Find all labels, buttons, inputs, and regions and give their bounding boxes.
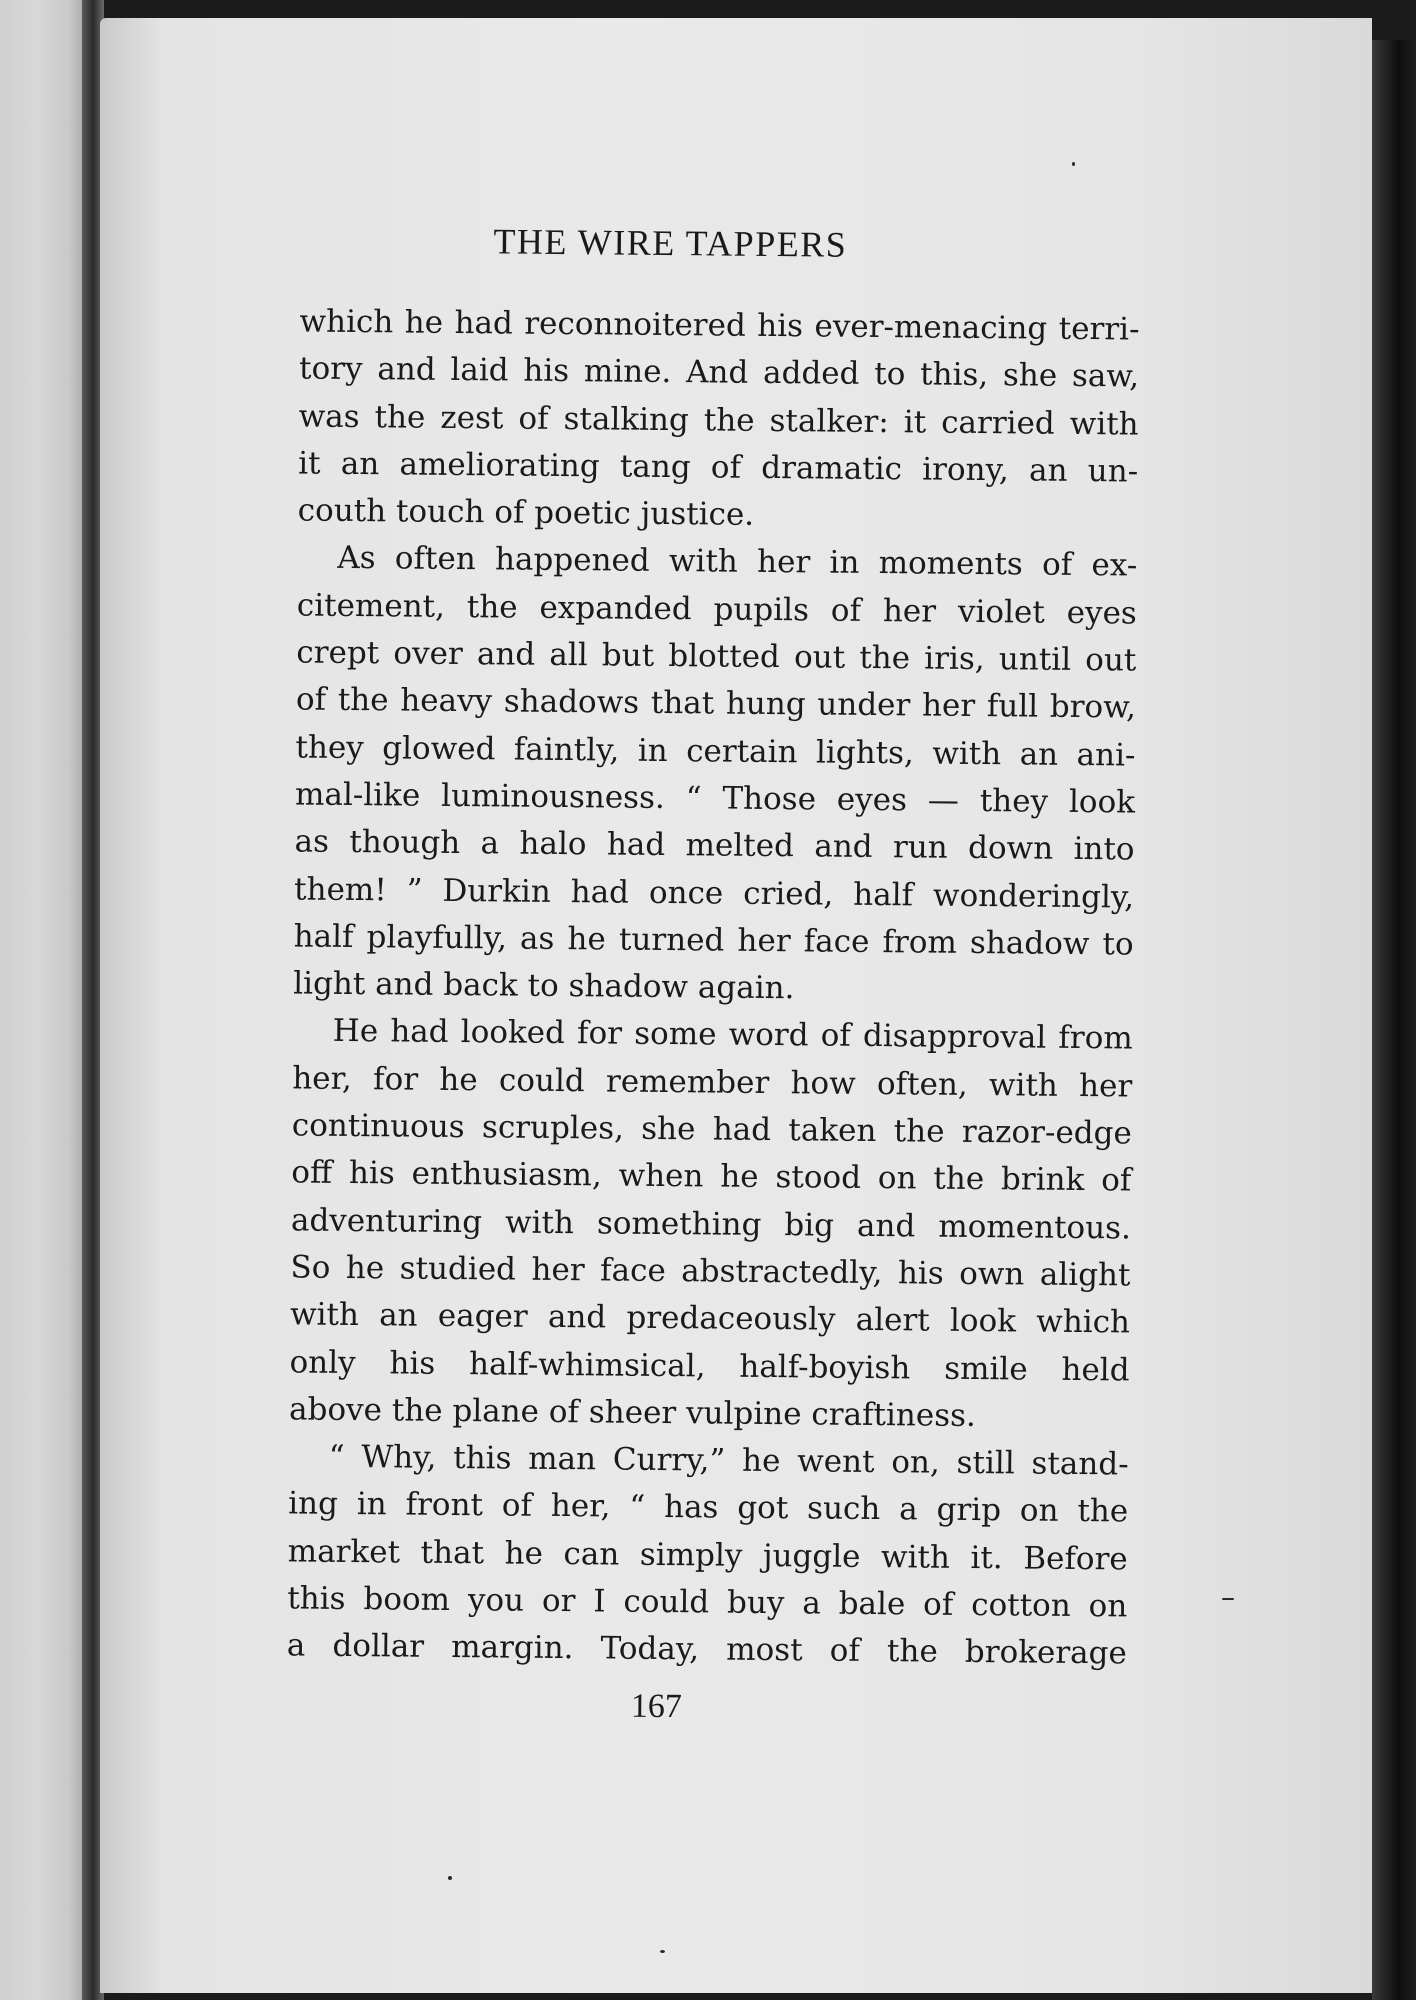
text-line: of the heavy shadows that hung under her full brow, — [295, 681, 1137, 726]
text-line: adventuring with something big and momentous. — [290, 1202, 1132, 1247]
text-line: above the plane of sheer vulpine craftiness. — [288, 1391, 977, 1434]
running-head: THE WIRE TAPPERS — [493, 221, 848, 265]
text-line: with an eager and predaceously alert look which — [289, 1296, 1131, 1341]
text-line: they glowed faintly, in certain lights, with an ani- — [295, 729, 1136, 774]
text-line: them! ” Durkin had once cried, half wonderingly, — [293, 871, 1135, 916]
text-line: half playfully, as he turned her face from shadow to — [293, 918, 1134, 963]
text-line: light and back to shadow again. — [293, 965, 795, 1007]
fore-edge-shadow — [1372, 40, 1416, 2000]
text-line: continuous scruples, she had taken the razor-edge — [291, 1107, 1132, 1152]
text-line: market that he can simply juggle with it. Before — [287, 1533, 1128, 1578]
text-line: her, for he could remember how often, with her — [292, 1060, 1133, 1105]
text-line: tory and laid his mine. And added to this, she saw, — [298, 350, 1140, 395]
text-line: citement, the expanded pupils of her violet eyes — [296, 587, 1137, 632]
text-line: crept over and all but blotted out the iris, until out — [296, 634, 1137, 679]
dust-speck — [1222, 1598, 1234, 1600]
text-line: ing in front of her, “ has got such a grip on the — [288, 1485, 1129, 1530]
text-line: couth touch of poetic justice. — [297, 492, 755, 534]
text-line: as though a halo had melted and run down into — [294, 823, 1135, 868]
text-line: off his enthusiasm, when he stood on the brink of — [291, 1154, 1132, 1199]
text-line: a dollar margin. Today, most of the brokerage — [286, 1627, 1127, 1672]
text-line: mal-like luminousness. “ Those eyes — they look — [294, 776, 1136, 821]
left-page-edge — [0, 0, 92, 2000]
text-line: it an ameliorating tang of dramatic irony, an un- — [298, 445, 1139, 490]
text-line: As often happened with her in moments of ex- — [337, 540, 1138, 585]
text-line: this boom you or I could buy a bale of cotton on — [287, 1580, 1128, 1625]
text-line: So he studied her face abstractedly, his own alight — [290, 1249, 1131, 1294]
text-block — [179, 0, 1148, 2000]
text-line: “ Why, this man Curry,” he went on, still stand- — [328, 1438, 1129, 1483]
body-text — [287, 298, 1140, 1678]
page-number: 167 — [630, 1687, 682, 1726]
text-line: only his half-whimsical, half-boyish smile held — [289, 1343, 1130, 1389]
text-line: He had looked for some word of disapproval from — [332, 1013, 1133, 1057]
text-line: was the zest of stalking the stalker: it carried with — [298, 398, 1139, 443]
text-line: which he had reconnoitered his ever-menacing terri- — [299, 303, 1140, 348]
